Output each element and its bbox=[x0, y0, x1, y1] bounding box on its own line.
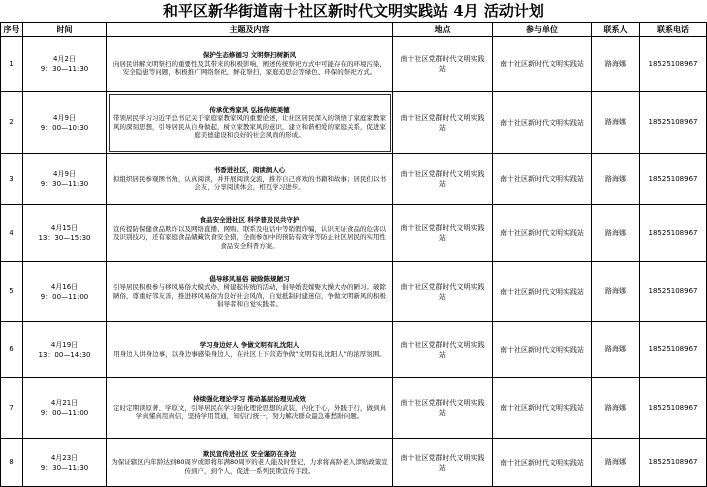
cell-org[interactable]: 南十社区新时代文明实践站 bbox=[493, 92, 592, 154]
header-phone[interactable]: 联系电话 bbox=[640, 23, 707, 37]
cell-phone[interactable]: 18525108967 bbox=[640, 378, 707, 439]
body-text: 向居民讲解文明祭扫的重要性及其带来的积极影响，阐述传统祭祀方式中可能存在的环境污染，安全隐患等问题，积极推广网络祭祀，鲜花祭扫，家庭追思会等绿色、环保的祭祀方式。 bbox=[113, 59, 386, 77]
date-text: 4月21日 bbox=[50, 399, 79, 407]
cell-time[interactable] bbox=[23, 378, 107, 439]
cell-phone[interactable]: 18525108967 bbox=[640, 37, 707, 92]
topic-text: 书香进社区，阅读润人心 bbox=[213, 166, 286, 175]
time-text: 9：00—11:00 bbox=[40, 292, 89, 301]
body-text: 用身边人讲身边事，以身边事感染身边人，在社区上下营造争做"文明有礼沈阳人"的浓厚氛围。 bbox=[113, 349, 386, 358]
table-row bbox=[1, 154, 707, 205]
activity-plan-table bbox=[0, 22, 707, 487]
cell-phone[interactable]: 18525108967 bbox=[640, 262, 707, 322]
cell-org[interactable]: 南十社区新时代文明实践站 bbox=[493, 154, 592, 205]
date-text: 4月2日 bbox=[53, 55, 76, 63]
cell-contact[interactable]: 路海娜 bbox=[592, 378, 640, 439]
cell-content[interactable] bbox=[107, 262, 393, 322]
cell-content[interactable] bbox=[107, 439, 393, 487]
table-header-row bbox=[1, 23, 707, 37]
header-org[interactable]: 参与单位 bbox=[493, 23, 592, 37]
header-time[interactable]: 时间 bbox=[23, 23, 107, 37]
topic-text: 欺民宣传进社区 安全谨防在身边 bbox=[202, 449, 297, 458]
time-text: 9：30—11:30 bbox=[40, 180, 89, 188]
cell-org[interactable]: 南十社区新时代文明实践站 bbox=[493, 322, 592, 378]
cell-org[interactable]: 南十社区新时代文明实践站 bbox=[493, 439, 592, 487]
cell-place[interactable]: 南十社区党群时代文明实践站 bbox=[393, 439, 493, 487]
cell-no[interactable]: 4 bbox=[1, 205, 23, 262]
cell-phone[interactable]: 18525108967 bbox=[640, 154, 707, 205]
time-text: 13：00—14:30 bbox=[38, 350, 91, 359]
time-text: 9：30—11:30 bbox=[40, 463, 89, 472]
cell-content[interactable] bbox=[107, 205, 393, 262]
cell-time[interactable] bbox=[23, 262, 107, 322]
cell-time[interactable] bbox=[23, 37, 107, 92]
cell-no[interactable]: 3 bbox=[1, 154, 23, 205]
body-text: 为保证辖区内年龄达到80周岁或即将年满80周岁的老人能及时登记，力求将高龄老人津贴政策宣传到户，到个人，促进一系列民欺宣传手段。 bbox=[111, 458, 388, 475]
cell-content-selected[interactable] bbox=[107, 92, 393, 154]
time-text: 9：00—10:30 bbox=[40, 123, 89, 132]
body-text: 引导居民积极参与移风易俗大模式办，树建起传统的活动，倡导婚丧嫁娶大操大办的陋习。破除陋俗，尊重好邻友善，推进移风易俗为良好社会风尚，自觉抵制封建迷信，争做文明新风的积极倡导者和自觉实践者。 bbox=[113, 283, 386, 308]
cell-time[interactable] bbox=[23, 205, 107, 262]
cell-place[interactable]: 南十社区党群时代文明实践站 bbox=[393, 37, 493, 92]
table-row bbox=[1, 262, 707, 322]
cell-place[interactable]: 南十社区党群时代文明实践站 bbox=[393, 205, 493, 262]
cell-place[interactable]: 南十社区党群时代文明实践站 bbox=[393, 154, 493, 205]
cell-place[interactable]: 南十社区党群时代文明实践站 bbox=[393, 262, 493, 322]
header-topic[interactable]: 主题及内容 bbox=[107, 23, 393, 37]
body-text: 定时定期读原著、学原文，引导居民在学习强化理论思想的武装，内化于心，外践于行，做到真学真懂真用真信，坚持学用贯通，知信行统一，努力解决群众最急难愁盼问题。 bbox=[113, 403, 386, 421]
cell-content[interactable] bbox=[107, 37, 393, 92]
date-text: 4月19日 bbox=[50, 340, 79, 349]
cell-place[interactable]: 南十社区党群时代文明实践站 bbox=[393, 92, 493, 154]
time-text: 9：30—11:30 bbox=[40, 65, 89, 73]
cell-content[interactable] bbox=[107, 322, 393, 378]
body-text: 宣传提防保健食品欺诈以及网络直播、网购、联系及电话中等销假诈骗，认识无证食品的危害以及识别技巧，还有家庭食品储藏饮食安全猎，全面参加中的预防有效学等防止社区居民的实用性食品安全科普方案。 bbox=[113, 224, 386, 250]
cell-no[interactable]: 2 bbox=[1, 92, 23, 154]
date-text: 4月16日 bbox=[50, 282, 79, 291]
page-title: 和平区新华街道南十社区新时代文明实践站 4月 活动计划 bbox=[163, 2, 544, 20]
cell-place[interactable]: 南十社区党群时代文明实践站 bbox=[393, 378, 493, 439]
topic-text: 学习身边好人 争做文明有礼沈阳人 bbox=[199, 341, 300, 349]
cell-contact[interactable]: 路海娜 bbox=[592, 154, 640, 205]
time-text: 9：00—11:00 bbox=[40, 409, 89, 417]
cell-no[interactable]: 5 bbox=[1, 262, 23, 322]
table-row bbox=[1, 378, 707, 439]
header-place[interactable]: 地点 bbox=[393, 23, 493, 37]
cell-org[interactable]: 南十社区新时代文明实践站 bbox=[493, 262, 592, 322]
cell-contact[interactable]: 路海娜 bbox=[592, 262, 640, 322]
body-text: 拟组织居民参观图书角，认真阅读，并开展阅读交流，推荐自己喜欢的书籍和故事；居民们以书会友，分享阅读体会，相互学习进步。 bbox=[113, 174, 386, 192]
cell-org[interactable]: 南十社区新时代文明实践站 bbox=[493, 205, 592, 262]
cell-contact[interactable]: 路海娜 bbox=[592, 322, 640, 378]
topic-text: 传承优秀家风 弘扬传统美德 bbox=[209, 105, 290, 114]
cell-time[interactable] bbox=[23, 92, 107, 154]
cell-org[interactable]: 南十社区新时代文明实践站 bbox=[493, 37, 592, 92]
cell-no[interactable]: 1 bbox=[1, 37, 23, 92]
cell-place[interactable]: 南十社区党群时代文明实践站 bbox=[393, 322, 493, 378]
table-row bbox=[1, 205, 707, 262]
topic-text: 食品安全进社区 科学普及民共守护 bbox=[199, 216, 300, 224]
date-text: 4月9日 bbox=[53, 170, 76, 178]
cell-org[interactable]: 南十社区新时代文明实践站 bbox=[493, 378, 592, 439]
date-text: 4月15日 bbox=[50, 224, 79, 232]
table-row bbox=[1, 322, 707, 378]
cell-contact[interactable]: 路海娜 bbox=[592, 439, 640, 487]
cell-time[interactable] bbox=[23, 154, 107, 205]
cell-content[interactable] bbox=[107, 378, 393, 439]
topic-text: 保护生态修循习 文明祭扫树新风 bbox=[202, 51, 297, 60]
date-text: 4月23日 bbox=[50, 453, 79, 462]
header-no[interactable]: 序号 bbox=[1, 23, 23, 37]
cell-time[interactable] bbox=[23, 439, 107, 487]
topic-text: 倡导移风易俗 破除陈规陋习 bbox=[209, 274, 290, 283]
time-text: 13：30—15:30 bbox=[38, 234, 91, 242]
table-row bbox=[1, 37, 707, 92]
topic-text: 持续强化理论学习 推动基层治理见成效 bbox=[193, 395, 306, 404]
cell-phone[interactable]: 18525108967 bbox=[640, 92, 707, 154]
body-text: 带领居民学习习近平总书记关于家庭家教家风的重要论述，让社区居民深入的领悟了家庭家教家风的深刻思想，引导居民从自身做起，树立家教家风的意识，建立和谐相爱的家庭关系，促进家庭美德建设和良好的社会风尚的形成。 bbox=[113, 114, 386, 139]
date-text: 4月9日 bbox=[53, 113, 76, 122]
cell-phone[interactable]: 18525108967 bbox=[640, 205, 707, 262]
cell-time[interactable] bbox=[23, 322, 107, 378]
header-contact[interactable]: 联系人 bbox=[592, 23, 640, 37]
table-row bbox=[1, 439, 707, 487]
cell-no[interactable]: 7 bbox=[1, 378, 23, 439]
cell-phone[interactable]: 18525108967 bbox=[640, 322, 707, 378]
cell-no[interactable]: 8 bbox=[1, 439, 23, 487]
cell-no[interactable]: 6 bbox=[1, 322, 23, 378]
cell-contact[interactable]: 路海娜 bbox=[592, 37, 640, 92]
cell-contact[interactable]: 路海娜 bbox=[592, 205, 640, 262]
table-row bbox=[1, 92, 707, 154]
cell-content[interactable] bbox=[107, 154, 393, 205]
cell-contact[interactable]: 路海娜 bbox=[592, 92, 640, 154]
cell-phone[interactable]: 18525108967 bbox=[640, 439, 707, 487]
